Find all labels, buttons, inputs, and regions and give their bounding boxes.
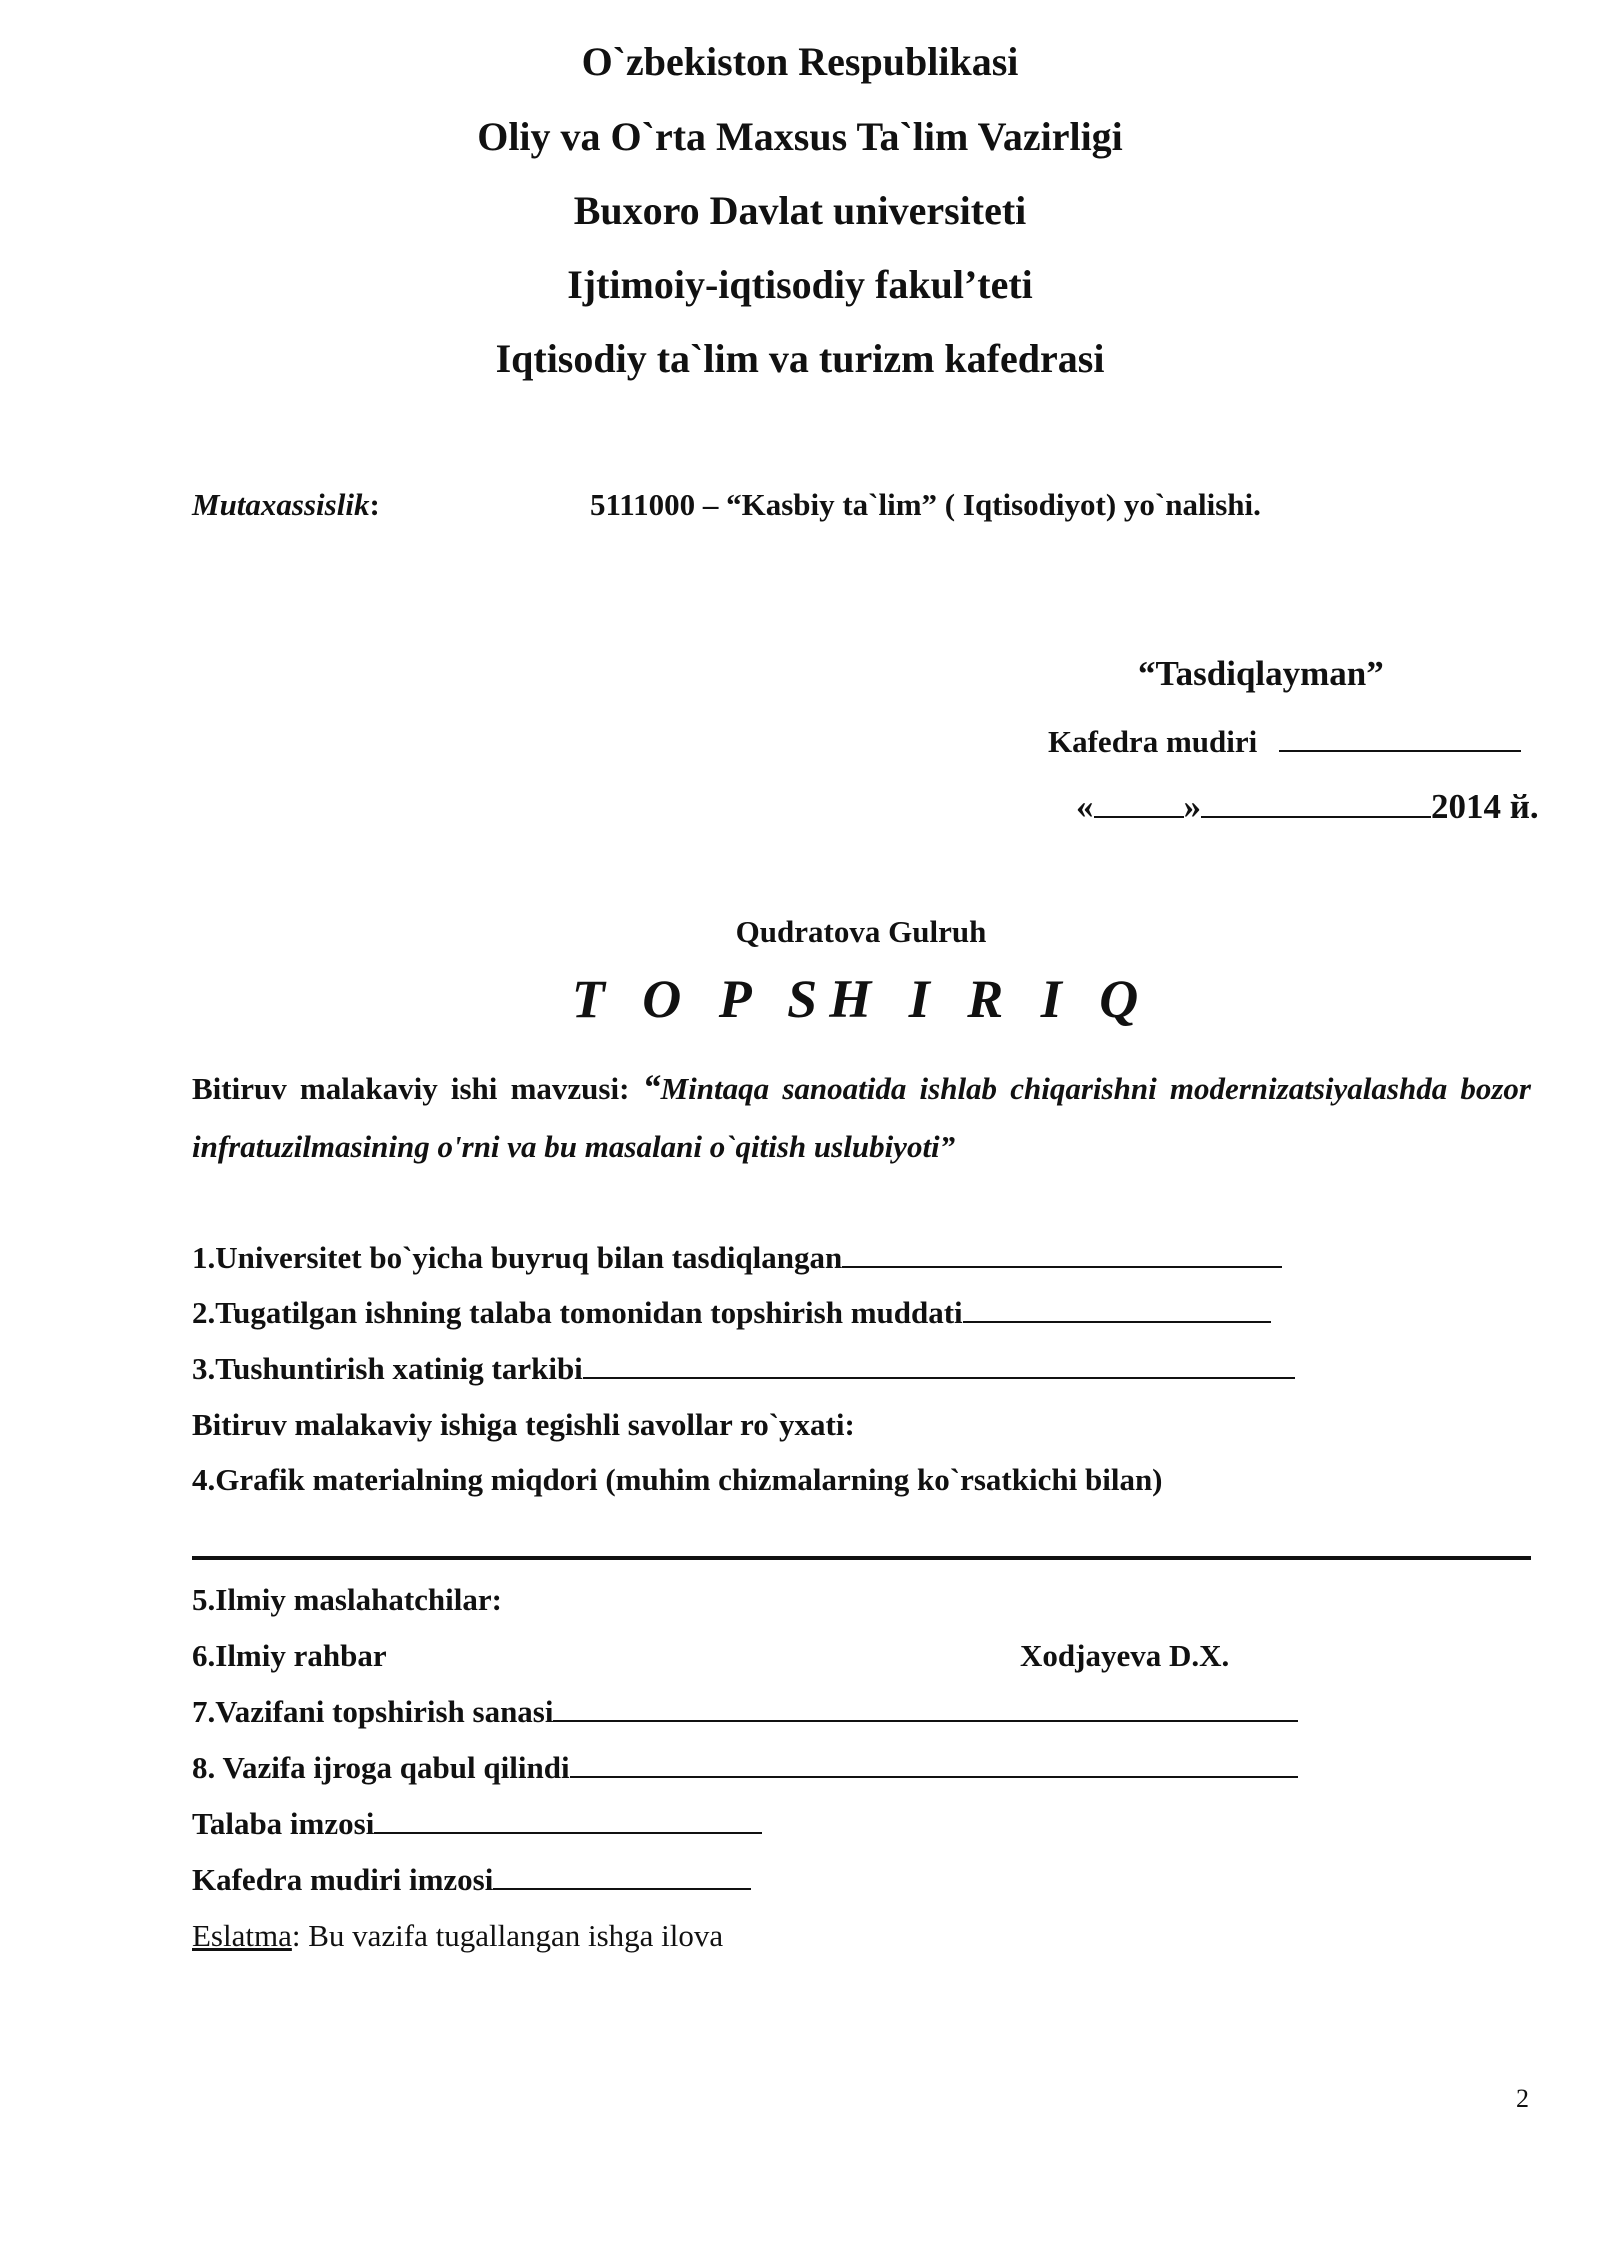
- document-title: T O P SH I R I Q: [571, 969, 1151, 1029]
- item-7-label: 7.Vazifani topshirish sanasi: [192, 1694, 554, 1729]
- item-3: [192, 1349, 1295, 1389]
- item-1: [192, 1238, 1282, 1278]
- approval-head-label: Kafedra mudiri: [1048, 724, 1258, 759]
- item-2-blank[interactable]: [963, 1295, 1271, 1323]
- topic-text: Mintaqa sanoatida ishlab chiqarishni modernizatsiyalashda bozor infratuzilmasining o'rni va bu masalani o`qitish uslubiyoti”: [192, 1071, 1531, 1164]
- item-5-label: 5.Ilmiy maslahatchilar:: [192, 1582, 502, 1617]
- item-1-blank[interactable]: [842, 1240, 1282, 1268]
- header-ministry: Oliy va O`rta Maxsus Ta`lim Vazirligi: [477, 114, 1123, 159]
- thesis-topic: [192, 1058, 1531, 1176]
- head-signature: [192, 1860, 751, 1900]
- item-3-blank[interactable]: [583, 1351, 1295, 1379]
- header-faculty: Ijtimoiy-iqtisodiy fakul’teti: [567, 262, 1033, 307]
- note: [192, 1916, 723, 1956]
- item-8-label: 8. Vazifa ijroga qabul qilindi: [192, 1750, 570, 1785]
- student-name: Qudratova Gulruh: [735, 914, 987, 949]
- approval-year: 2014 й.: [1431, 787, 1539, 826]
- specialty-colon: :: [369, 487, 380, 522]
- item-7: [192, 1692, 1298, 1732]
- head-signature-blank[interactable]: [493, 1862, 751, 1890]
- date-open-quote: «: [1076, 787, 1094, 826]
- item-4-label: 4.Grafik materialning miqdori (muhim chizmalarning ko`rsatkichi bilan): [192, 1462, 1163, 1497]
- student-signature-blank[interactable]: [374, 1806, 762, 1834]
- specialty-value: 5111000 – “Kasbiy ta`lim” ( Iqtisodiyot) yo`nalishi.: [590, 487, 1261, 522]
- page-number: 2: [1516, 2084, 1529, 2113]
- header-university: Buxoro Davlat universiteti: [573, 188, 1027, 233]
- head-signature-label: Kafedra mudiri imzosi: [192, 1862, 494, 1897]
- note-text: : Bu vazifa tugallangan ishga ilova: [291, 1918, 724, 1953]
- student-signature-label: Talaba imzosi: [192, 1806, 375, 1841]
- item-8-blank[interactable]: [570, 1750, 1298, 1778]
- item-8: [192, 1748, 1298, 1788]
- item-2: [192, 1293, 1271, 1333]
- date-close-quote: »: [1183, 787, 1201, 826]
- approval-title: “Tasdiqlayman”: [1138, 654, 1384, 693]
- questions-list-label: Bitiruv malakaviy ishiga tegishli savollar ro`yxati:: [192, 1407, 855, 1442]
- approval-head: [1048, 722, 1521, 762]
- specialty-label-wrap: [192, 485, 380, 525]
- student-signature: [192, 1804, 762, 1844]
- month-blank[interactable]: [1201, 786, 1431, 818]
- note-label: Eslatma: [192, 1918, 292, 1953]
- approval-date: [1076, 786, 1539, 827]
- specialty-label: Mutaxassislik: [192, 487, 370, 522]
- header-department: Iqtisodiy ta`lim va turizm kafedrasi: [495, 336, 1105, 381]
- day-blank[interactable]: [1094, 786, 1184, 818]
- item-3-label: 3.Tushuntirish xatinig tarkibi: [192, 1351, 583, 1386]
- topic-label: Bitiruv malakaviy ishi mavzusi:: [192, 1071, 630, 1106]
- supervisor-name: Xodjayeva D.X.: [1020, 1638, 1230, 1673]
- item-2-label: 2.Tugatilgan ishning talaba tomonidan topshirish muddati: [192, 1295, 963, 1330]
- item-4-answer-line[interactable]: [192, 1556, 1531, 1560]
- item-6-label: 6.Ilmiy rahbar: [192, 1638, 387, 1673]
- header-republic: O`zbekiston Respublikasi: [581, 39, 1019, 84]
- approval-signature-line[interactable]: [1279, 724, 1521, 752]
- item-1-label: 1.Universitet bo`yicha buyruq bilan tasdiqlangan: [192, 1240, 843, 1275]
- item-7-blank[interactable]: [553, 1694, 1298, 1722]
- topic-open-quote: “: [642, 1067, 661, 1107]
